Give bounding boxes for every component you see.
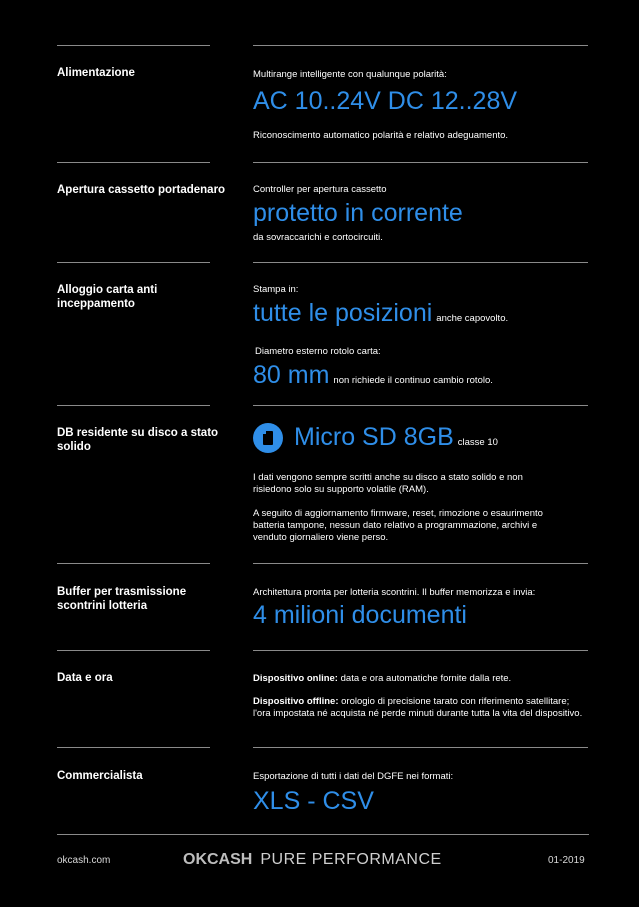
divider	[253, 162, 588, 163]
carta-highlight2	[253, 360, 493, 396]
divider	[57, 262, 210, 263]
commercialista-highlight: XLS - CSV	[253, 787, 374, 815]
alimentazione-highlight: AC 10..24V DC 12..28V	[253, 87, 518, 115]
section-label-commercialista: Commercialista	[57, 770, 143, 782]
carta-highlight2-tail: non richiede il continuo cambio rotolo.	[333, 375, 493, 386]
divider	[57, 45, 210, 46]
footer-brand	[183, 851, 442, 869]
data-ora-online	[253, 673, 593, 685]
divider	[57, 563, 210, 564]
divider	[253, 45, 588, 46]
divider	[253, 563, 588, 564]
divider	[57, 405, 210, 406]
divider	[57, 650, 210, 651]
carta-highlight	[253, 298, 508, 334]
db-highlight	[294, 422, 498, 458]
cassetto-note: da sovraccarichi e cortocircuiti.	[253, 232, 383, 243]
commercialista-intro: Esportazione di tutti i dati del DGFE nei formati:	[253, 771, 454, 782]
cassetto-intro: Controller per apertura cassetto	[253, 184, 387, 195]
divider	[253, 262, 588, 263]
section-label-alimentazione: Alimentazione	[57, 67, 135, 79]
footer-divider	[57, 834, 589, 835]
alimentazione-note: Riconoscimento automatico polarità e relativo adeguamento.	[253, 130, 509, 141]
offline-text: orologio di precisione tarato con riferimento satellitare; l'ora impostata né acquista né perde minuti durante tutta la vita del dispositivo.	[253, 696, 583, 719]
section-label-carta: Alloggio carta anti inceppamento	[57, 284, 158, 310]
cassetto-highlight: protetto in corrente	[253, 199, 463, 227]
section-label-cassetto: Apertura cassetto portadenaro	[57, 184, 226, 196]
db-para1: I dati vengono sempre scritti anche su disco a stato solido e non risiedono solo su supporto volatile (RAM).	[253, 472, 523, 495]
divider	[57, 747, 210, 748]
buffer-intro: Architettura pronta per lotteria scontrini. Il buffer memorizza e invia:	[253, 587, 536, 598]
carta-highlight-text: tutte le posizioni	[253, 299, 433, 327]
carta-intro2: Diametro esterno rotolo carta:	[255, 346, 381, 357]
buffer-highlight: 4 milioni documenti	[253, 601, 467, 629]
footer-date: 01-2019	[548, 855, 585, 866]
divider	[253, 747, 588, 748]
db-highlight-text: Micro SD 8GB	[294, 423, 454, 451]
online-text: data e ora automatiche fornite dalla rete.	[337, 673, 512, 684]
footer-website: okcash.com	[57, 855, 111, 866]
data-ora-offline	[253, 696, 588, 720]
divider	[57, 162, 210, 163]
online-title: Dispositivo online:	[253, 673, 338, 684]
carta-highlight-tail: anche capovolto.	[436, 313, 509, 324]
divider	[253, 650, 588, 651]
db-para2: A seguito di aggiornamento firmware, reset, rimozione o esaurimento batteria tampone, nessun dato relativo a programmazione, archivi e venduto giornaliero viene perso.	[253, 508, 543, 543]
alimentazione-intro: Multirange intelligente con qualunque polarità:	[253, 69, 447, 80]
carta-highlight2-text: 80 mm	[253, 361, 330, 389]
brand-tagline: PURE PERFORMANCE	[260, 851, 442, 868]
db-highlight-tail: classe 10	[457, 437, 498, 448]
offline-title: Dispositivo offline:	[253, 696, 339, 707]
section-label-data-ora: Data e ora	[57, 672, 113, 684]
carta-intro: Stampa in:	[253, 284, 299, 295]
section-label-db: DB residente su disco a stato solido	[57, 427, 219, 453]
divider	[253, 405, 588, 406]
section-label-buffer: Buffer per trasmissione scontrini lotteria	[57, 586, 187, 612]
sd-card-icon	[253, 423, 283, 453]
brand-logo: OKCASH	[183, 851, 253, 868]
